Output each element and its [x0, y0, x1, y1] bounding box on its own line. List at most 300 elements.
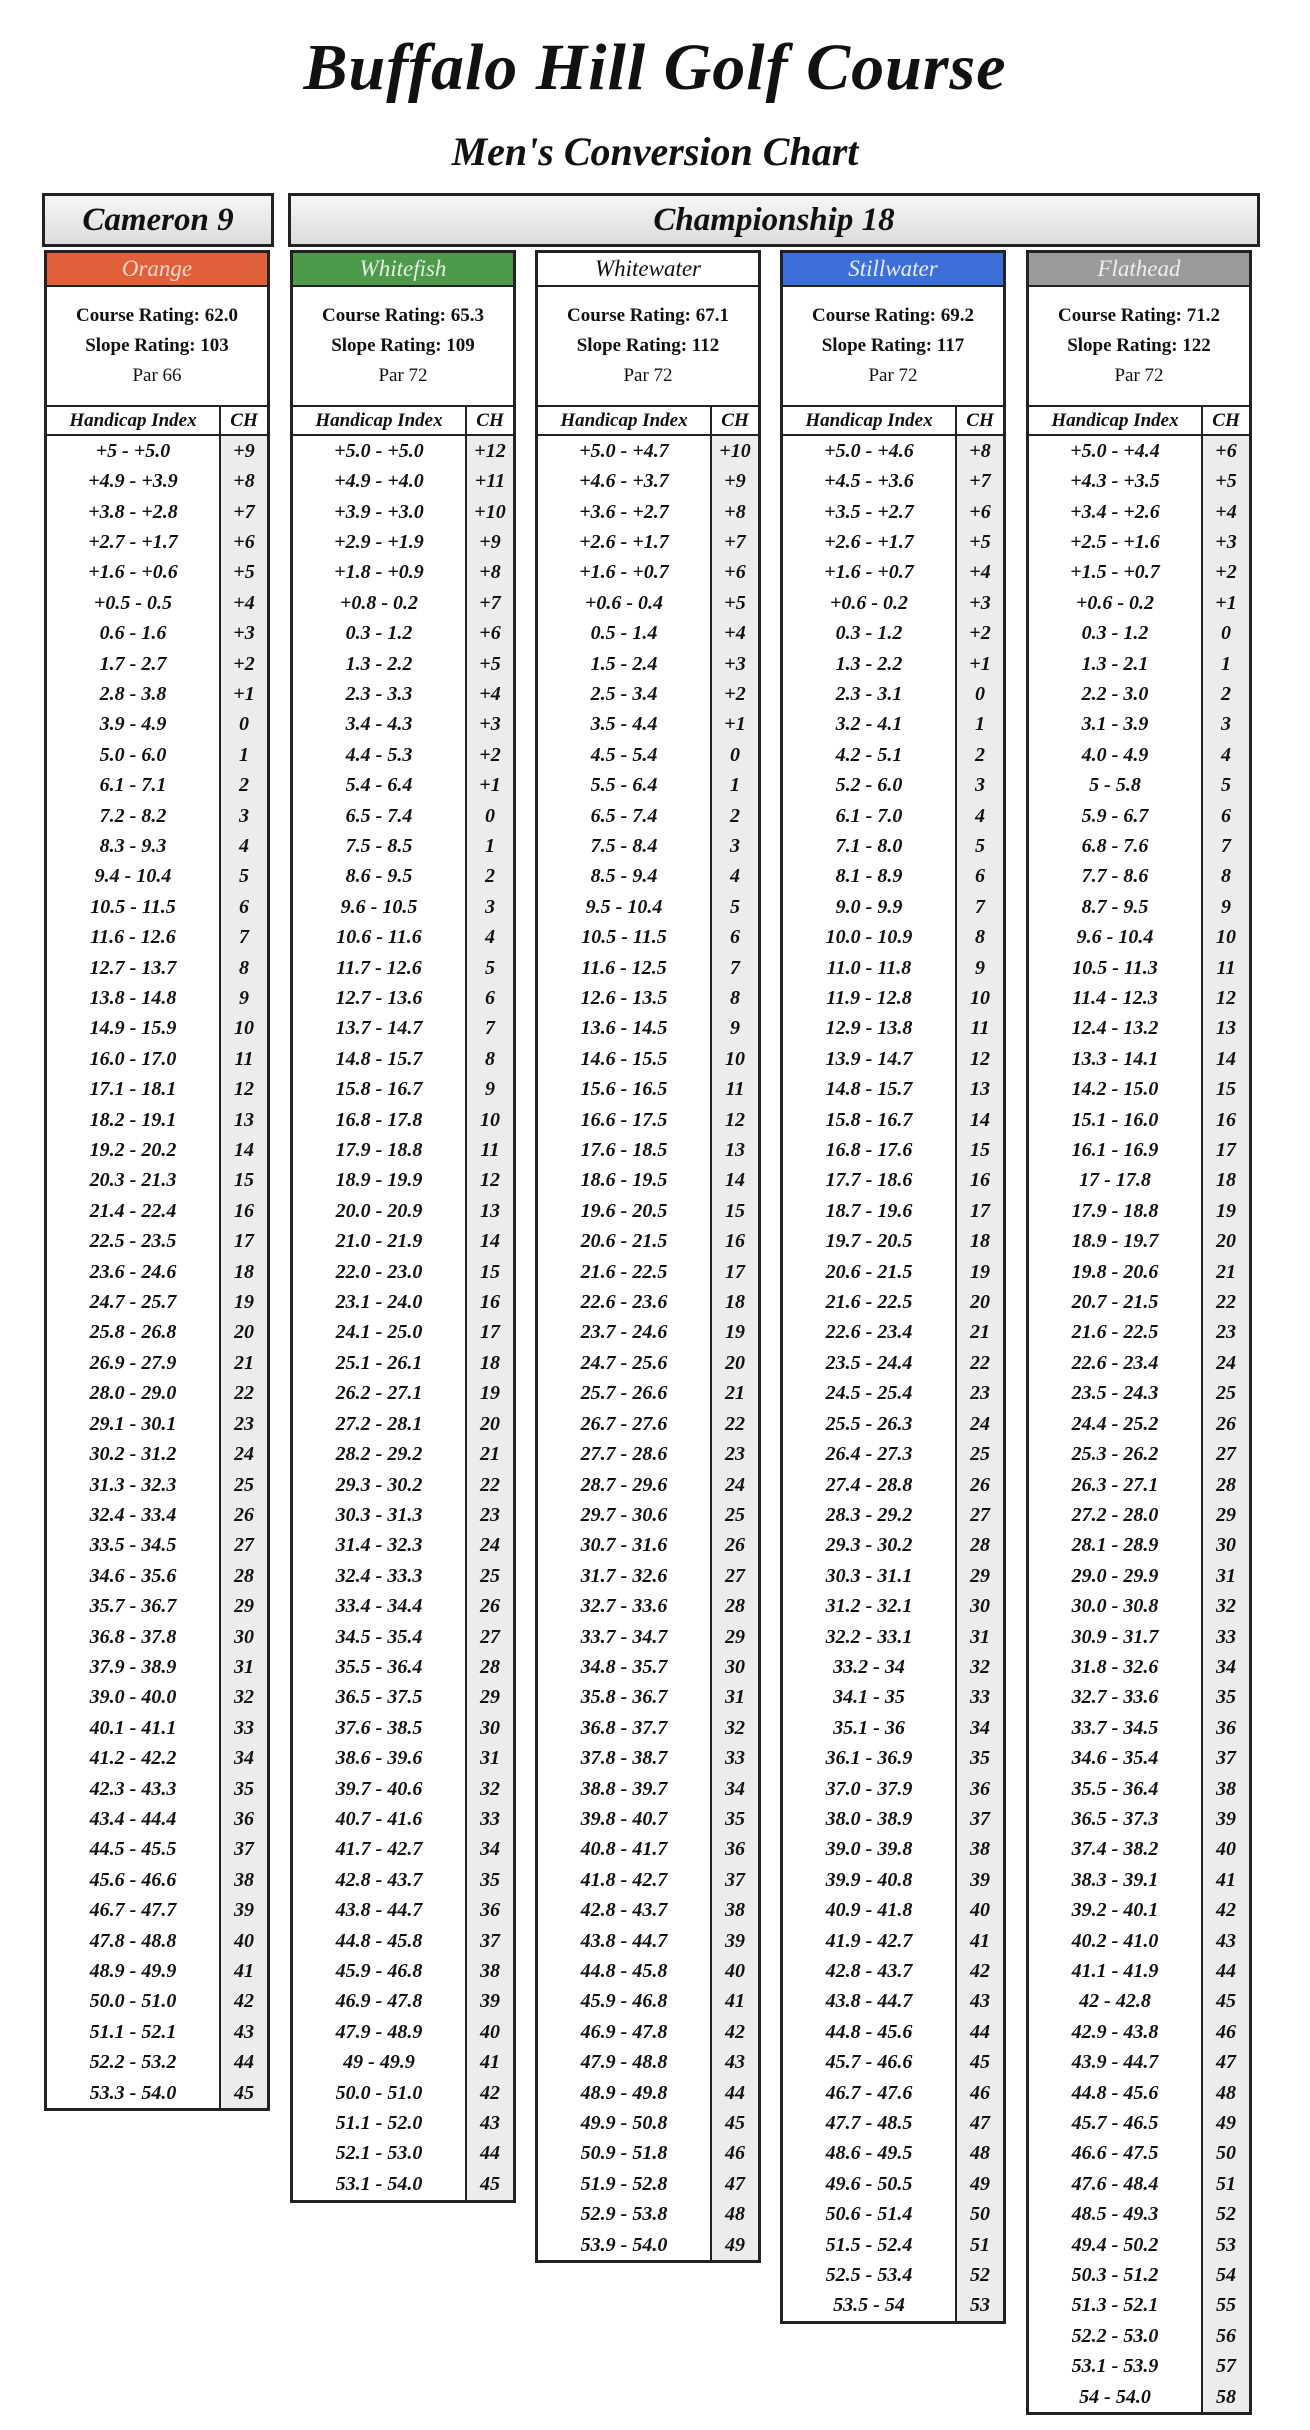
table-row	[1029, 1500, 1249, 1530]
handicap-index-range: 6.8 - 7.6	[1081, 834, 1149, 857]
table-row	[293, 1014, 513, 1044]
course-handicap-value: 42	[219, 1987, 267, 2017]
table-row	[1029, 1075, 1249, 1105]
handicap-index-range: 34.6 - 35.4	[1071, 1747, 1159, 1770]
handicap-index-range: 41.2 - 42.2	[89, 1747, 177, 1770]
table-row	[1029, 2230, 1249, 2260]
handicap-index-range: 53.1 - 53.9	[1071, 2355, 1159, 2378]
handicap-index-range: +2.6 - +1.7	[824, 530, 914, 553]
handicap-index-range: 43.8 - 44.7	[335, 1899, 423, 1922]
handicap-index-range: 37.8 - 38.7	[580, 1747, 668, 1770]
course-handicap-header: CH	[465, 407, 513, 434]
table-row	[47, 892, 267, 922]
table-row	[538, 1318, 758, 1348]
handicap-index-range: 3.5 - 4.4	[590, 713, 658, 736]
handicap-index-header: Handicap Index	[560, 409, 688, 431]
course-handicap-value: 37	[710, 1865, 758, 1895]
course-handicap-value: 11	[219, 1044, 267, 1074]
ratings-box	[293, 287, 513, 407]
course-handicap-value: 13	[955, 1075, 1003, 1105]
course-handicap-value: 29	[465, 1683, 513, 1713]
course-handicap-value: +1	[219, 679, 267, 709]
handicap-index-range: 38.6 - 39.6	[335, 1747, 423, 1770]
course-handicap-value: 22	[710, 1409, 758, 1439]
handicap-index-range: 39.7 - 40.6	[335, 1777, 423, 1800]
table-row	[783, 862, 1003, 892]
handicap-index-range: 10.5 - 11.5	[581, 926, 667, 949]
table-row	[293, 1835, 513, 1865]
handicap-index-range: 24.7 - 25.6	[580, 1351, 668, 1374]
handicap-index-range: 26.2 - 27.1	[335, 1382, 423, 1405]
handicap-index-range: 53.9 - 54.0	[580, 2233, 668, 2256]
table-row	[538, 1135, 758, 1165]
handicap-index-range: 35.1 - 36	[833, 1716, 905, 1739]
table-row	[1029, 679, 1249, 709]
handicap-index-range: 51.1 - 52.0	[335, 2112, 423, 2135]
handicap-index-range: 3.9 - 4.9	[99, 713, 167, 736]
course-handicap-value: 27	[710, 1561, 758, 1591]
course-handicap-value: 7	[1201, 831, 1249, 861]
handicap-index-range: 25.7 - 26.6	[580, 1382, 668, 1405]
handicap-index-range: 11.9 - 12.8	[826, 987, 912, 1010]
course-handicap-value: 14	[710, 1166, 758, 1196]
handicap-index-range: 15.1 - 16.0	[1071, 1108, 1159, 1131]
handicap-index-range: 30.3 - 31.1	[825, 1564, 913, 1587]
course-handicap-value: 49	[710, 2230, 758, 2260]
course-handicap-value: +9	[219, 436, 267, 466]
table-row	[293, 983, 513, 1013]
table-row	[293, 953, 513, 983]
table-row	[783, 1318, 1003, 1348]
course-handicap-value: 34	[955, 1713, 1003, 1743]
handicap-index-range: 53.5 - 54	[833, 2294, 905, 2317]
table-row	[293, 1257, 513, 1287]
course-handicap-value: 11	[710, 1075, 758, 1105]
handicap-index-range: 11.6 - 12.6	[90, 926, 176, 949]
handicap-index-range: 5.5 - 6.4	[590, 774, 658, 797]
course-handicap-value: +8	[955, 436, 1003, 466]
handicap-index-range: 20.3 - 21.3	[89, 1169, 177, 1192]
table-row	[293, 1075, 513, 1105]
table-row	[1029, 1591, 1249, 1621]
table-row	[538, 892, 758, 922]
table-row	[1029, 1987, 1249, 2017]
course-handicap-value: 2	[710, 801, 758, 831]
table-row	[1029, 588, 1249, 618]
table-row	[538, 1196, 758, 1226]
course-handicap-value: 44	[1201, 1956, 1249, 1986]
course-handicap-value: 5	[955, 831, 1003, 861]
handicap-index-range: 42.8 - 43.7	[580, 1899, 668, 1922]
table-row	[293, 1135, 513, 1165]
handicap-index-range: 14.9 - 15.9	[89, 1017, 177, 1040]
course-handicap-value: +1	[1201, 588, 1249, 618]
handicap-index-range: +0.8 - 0.2	[339, 591, 419, 614]
table-row	[538, 923, 758, 953]
course-handicap-value: 44	[955, 2017, 1003, 2047]
course-handicap-value: 36	[955, 1774, 1003, 1804]
course-handicap-value: 56	[1201, 2321, 1249, 2351]
handicap-index-range: 5.0 - 6.0	[99, 743, 167, 766]
course-handicap-value: 6	[955, 862, 1003, 892]
handicap-index-range: 24.7 - 25.7	[89, 1291, 177, 1314]
course-handicap-value: 33	[219, 1713, 267, 1743]
handicap-index-range: +0.6 - 0.2	[1075, 591, 1155, 614]
handicap-index-range: 32.7 - 33.6	[580, 1595, 668, 1618]
handicap-index-range: 33.5 - 34.5	[89, 1534, 177, 1557]
course-handicap-value: 0	[465, 801, 513, 831]
handicap-index-range: 37.0 - 37.9	[825, 1777, 913, 1800]
table-row	[783, 1591, 1003, 1621]
course-handicap-value: 7	[219, 923, 267, 953]
handicap-index-range: 4.5 - 5.4	[590, 743, 658, 766]
course-handicap-value: 26	[955, 1470, 1003, 1500]
table-row	[538, 1227, 758, 1257]
handicap-index-range: 34.5 - 35.4	[335, 1625, 423, 1648]
table-row	[1029, 1318, 1249, 1348]
handicap-index-range: 49.9 - 50.8	[580, 2112, 668, 2135]
handicap-index-range: 25.8 - 26.8	[89, 1321, 177, 1344]
course-handicap-value: 1	[710, 770, 758, 800]
handicap-index-range: 29.0 - 29.9	[1071, 1564, 1159, 1587]
table-row	[47, 1956, 267, 1986]
table-row	[47, 1622, 267, 1652]
course-handicap-value: 14	[219, 1135, 267, 1165]
tee-column-whitefish	[290, 250, 516, 2203]
course-handicap-value: +3	[465, 710, 513, 740]
table-row	[783, 2230, 1003, 2260]
course-handicap-value: 39	[1201, 1804, 1249, 1834]
table-row	[538, 1379, 758, 1409]
table-row	[538, 770, 758, 800]
handicap-index-range: +5 - +5.0	[95, 439, 171, 462]
course-handicap-value: 23	[1201, 1318, 1249, 1348]
course-handicap-value: 21	[710, 1379, 758, 1409]
handicap-index-range: 42.8 - 43.7	[335, 1868, 423, 1891]
table-row	[293, 1987, 513, 2017]
table-row	[47, 953, 267, 983]
course-handicap-value: 14	[955, 1105, 1003, 1135]
course-handicap-value: 14	[1201, 1044, 1249, 1074]
handicap-index-range: 11.4 - 12.3	[1072, 987, 1158, 1010]
handicap-index-range: 23.5 - 24.3	[1071, 1382, 1159, 1405]
handicap-index-range: 18.7 - 19.6	[825, 1199, 913, 1222]
table-row	[293, 1652, 513, 1682]
course-handicap-value: 35	[955, 1743, 1003, 1773]
handicap-index-range: 21.0 - 21.9	[335, 1230, 423, 1253]
course-handicap-value: 31	[465, 1743, 513, 1773]
course-handicap-value: +5	[710, 588, 758, 618]
handicap-index-range: 8.6 - 9.5	[345, 865, 413, 888]
table-row	[47, 1926, 267, 1956]
course-handicap-value: 10	[219, 1014, 267, 1044]
table-row	[47, 862, 267, 892]
handicap-index-range: 49.4 - 50.2	[1071, 2233, 1159, 2256]
handicap-index-range: 50.9 - 51.8	[580, 2142, 668, 2165]
handicap-index-range: 30.2 - 31.2	[89, 1443, 177, 1466]
course-handicap-value: 6	[1201, 801, 1249, 831]
handicap-index-range: +3.5 - +2.7	[824, 500, 914, 523]
handicap-index-range: 15.8 - 16.7	[335, 1078, 423, 1101]
handicap-index-range: 3.4 - 4.3	[345, 713, 413, 736]
course-handicap-value: 27	[955, 1500, 1003, 1530]
handicap-index-range: 26.9 - 27.9	[89, 1351, 177, 1374]
course-handicap-value: 52	[1201, 2200, 1249, 2230]
tee-column-stillwater	[780, 250, 1006, 2324]
course-handicap-value: 8	[955, 923, 1003, 953]
handicap-index-range: 25.3 - 26.2	[1071, 1443, 1159, 1466]
handicap-index-range: 11.6 - 12.5	[581, 956, 667, 979]
course-handicap-value: +6	[1201, 436, 1249, 466]
handicap-index-range: 3.2 - 4.1	[835, 713, 903, 736]
course-handicap-header: CH	[1201, 407, 1249, 434]
course-handicap-value: 28	[955, 1531, 1003, 1561]
course-handicap-value: 47	[955, 2108, 1003, 2138]
table-row	[1029, 558, 1249, 588]
course-handicap-value: 43	[955, 1987, 1003, 2017]
handicap-index-range: 44.8 - 45.6	[825, 2020, 913, 2043]
course-handicap-value: +6	[710, 558, 758, 588]
table-row	[538, 2017, 758, 2047]
ratings-box	[1029, 287, 1249, 407]
course-handicap-value: 22	[955, 1348, 1003, 1378]
table-row	[47, 2048, 267, 2078]
course-handicap-value: 49	[955, 2169, 1003, 2199]
handicap-index-range: 38.0 - 38.9	[825, 1807, 913, 1830]
table-row	[1029, 2017, 1249, 2047]
course-handicap-value: 24	[219, 1439, 267, 1469]
table-row	[293, 1865, 513, 1895]
course-handicap-value: 12	[219, 1075, 267, 1105]
course-handicap-value: 1	[219, 740, 267, 770]
table-row	[1029, 1652, 1249, 1682]
course-handicap-value: 41	[710, 1987, 758, 2017]
ratings-box	[538, 287, 758, 407]
table-row	[293, 1591, 513, 1621]
handicap-index-range: 30.9 - 31.7	[1071, 1625, 1159, 1648]
table-row	[1029, 831, 1249, 861]
handicap-index-range: 14.6 - 15.5	[580, 1047, 668, 1070]
course-rating: Course Rating: 62.0	[75, 305, 239, 326]
table-row	[538, 1774, 758, 1804]
course-handicap-value: 18	[219, 1257, 267, 1287]
course-handicap-value: 17	[710, 1257, 758, 1287]
handicap-index-range: 8.7 - 9.5	[1081, 895, 1149, 918]
table-row	[47, 1196, 267, 1226]
handicap-index-range: 43.8 - 44.7	[825, 1990, 913, 2013]
table-row	[783, 1105, 1003, 1135]
table-row	[1029, 1287, 1249, 1317]
course-handicap-value: 18	[710, 1287, 758, 1317]
handicap-index-range: 10.5 - 11.3	[1072, 956, 1158, 979]
course-handicap-value: 48	[1201, 2078, 1249, 2108]
handicap-index-range: 2.3 - 3.1	[835, 682, 903, 705]
table-row	[538, 1500, 758, 1530]
table-row	[47, 1804, 267, 1834]
course-handicap-value: 18	[1201, 1166, 1249, 1196]
course-handicap-value: 46	[1201, 2017, 1249, 2047]
table-row	[538, 1804, 758, 1834]
handicap-index-range: 51.5 - 52.4	[825, 2233, 913, 2256]
handicap-index-range: 44.8 - 45.8	[335, 1929, 423, 1952]
course-handicap-value: 26	[219, 1500, 267, 1530]
course-handicap-value: 3	[1201, 710, 1249, 740]
table-row	[47, 1044, 267, 1074]
table-row	[293, 1743, 513, 1773]
handicap-index-range: 27.7 - 28.6	[580, 1443, 668, 1466]
table-row	[1029, 770, 1249, 800]
table-row	[783, 1896, 1003, 1926]
course-handicap-value: 35	[1201, 1683, 1249, 1713]
handicap-index-range: 9.6 - 10.4	[1076, 926, 1154, 949]
table-row	[538, 1926, 758, 1956]
table-row	[783, 2139, 1003, 2169]
handicap-index-range: 47.9 - 48.8	[580, 2051, 668, 2074]
course-handicap-value: 18	[465, 1348, 513, 1378]
handicap-index-range: 20.6 - 21.5	[825, 1260, 913, 1283]
table-row	[293, 1774, 513, 1804]
slope-rating: Slope Rating: 103	[85, 335, 229, 356]
table-row	[1029, 649, 1249, 679]
course-handicap-value: 27	[1201, 1439, 1249, 1469]
course-handicap-value: 16	[465, 1287, 513, 1317]
course-handicap-value: 43	[465, 2108, 513, 2138]
course-handicap-value: +8	[710, 497, 758, 527]
table-row	[783, 1227, 1003, 1257]
course-handicap-value: +5	[465, 649, 513, 679]
course-handicap-value: +2	[219, 649, 267, 679]
handicap-index-range: +1.6 - +0.6	[88, 561, 178, 584]
table-row	[783, 1348, 1003, 1378]
handicap-index-range: +5.0 - +4.6	[824, 439, 914, 462]
handicap-index-range: 13.7 - 14.7	[335, 1017, 423, 1040]
table-row	[293, 1105, 513, 1135]
page-title: Buffalo Hill Golf Course	[303, 31, 1007, 104]
course-handicap-value: 9	[1201, 892, 1249, 922]
course-handicap-value: +4	[1201, 497, 1249, 527]
table-row	[783, 497, 1003, 527]
table-row	[47, 1227, 267, 1257]
handicap-index-range: 2.5 - 3.4	[590, 682, 658, 705]
course-handicap-value: 2	[219, 770, 267, 800]
course-handicap-value: 45	[710, 2108, 758, 2138]
table-row	[783, 1622, 1003, 1652]
table-row	[538, 1561, 758, 1591]
handicap-index-range: 51.3 - 52.1	[1071, 2294, 1159, 2317]
handicap-index-range: 46.7 - 47.6	[825, 2081, 913, 2104]
course-handicap-value: 7	[955, 892, 1003, 922]
handicap-index-range: 24.4 - 25.2	[1071, 1412, 1159, 1435]
handicap-index-range: 12.7 - 13.6	[335, 987, 423, 1010]
handicap-index-range: 52.2 - 53.2	[89, 2051, 177, 2074]
handicap-index-range: 28.7 - 29.6	[580, 1473, 668, 1496]
handicap-index-range: 21.6 - 22.5	[1071, 1321, 1159, 1344]
slope-rating: Slope Rating: 112	[576, 335, 720, 356]
course-handicap-value: 20	[710, 1348, 758, 1378]
course-handicap-value: 25	[1201, 1379, 1249, 1409]
course-handicap-value: 19	[219, 1287, 267, 1317]
handicap-index-range: 14.2 - 15.0	[1071, 1078, 1159, 1101]
handicap-index-range: 7.2 - 8.2	[99, 804, 167, 827]
handicap-index-range: 36.5 - 37.5	[335, 1686, 423, 1709]
handicap-index-range: 31.7 - 32.6	[580, 1564, 668, 1587]
course-handicap-value: 12	[955, 1044, 1003, 1074]
course-handicap-value: 0	[1201, 618, 1249, 648]
table-row	[293, 1348, 513, 1378]
course-handicap-value: 4	[465, 923, 513, 953]
handicap-index-range: 20.7 - 21.5	[1071, 1291, 1159, 1314]
table-row	[1029, 1409, 1249, 1439]
handicap-index-range: 32.7 - 33.6	[1071, 1686, 1159, 1709]
handicap-index-range: 30.0 - 30.8	[1071, 1595, 1159, 1618]
handicap-index-range: 9.0 - 9.9	[835, 895, 903, 918]
course-handicap-value: 32	[1201, 1591, 1249, 1621]
course-handicap-value: 44	[219, 2048, 267, 2078]
course-handicap-value: 38	[955, 1835, 1003, 1865]
table-row	[47, 710, 267, 740]
course-handicap-value: 8	[219, 953, 267, 983]
table-row	[783, 1135, 1003, 1165]
table-row	[538, 2169, 758, 2199]
course-handicap-value: 53	[1201, 2230, 1249, 2260]
course-handicap-value: 27	[219, 1531, 267, 1561]
table-row	[47, 1652, 267, 1682]
table-row	[783, 1561, 1003, 1591]
table-row	[783, 588, 1003, 618]
handicap-index-range: 20.0 - 20.9	[335, 1199, 423, 1222]
table-row	[293, 2139, 513, 2169]
handicap-index-range: 36.5 - 37.3	[1071, 1807, 1159, 1830]
course-handicap-value: 7	[710, 953, 758, 983]
course-handicap-value: 2	[1201, 679, 1249, 709]
handicap-index-range: 12.9 - 13.8	[825, 1017, 913, 1040]
table-row	[293, 1287, 513, 1317]
table-row	[1029, 2169, 1249, 2199]
handicap-index-range: 1.3 - 2.2	[345, 652, 413, 675]
course-handicap-value: 32	[710, 1713, 758, 1743]
handicap-index-range: 13.9 - 14.7	[825, 1047, 913, 1070]
table-row	[47, 1683, 267, 1713]
handicap-index-range: 49.6 - 50.5	[825, 2172, 913, 2195]
table-header	[293, 407, 513, 436]
course-handicap-value: 9	[465, 1075, 513, 1105]
course-handicap-value: 34	[219, 1743, 267, 1773]
handicap-index-range: +4.9 - +4.0	[334, 470, 424, 493]
table-row	[538, 436, 758, 466]
course-handicap-value: 39	[219, 1896, 267, 1926]
course-handicap-value: 3	[710, 831, 758, 861]
course-handicap-value: 2	[465, 862, 513, 892]
handicap-index-range: 18.6 - 19.5	[580, 1169, 668, 1192]
table-row	[293, 618, 513, 648]
handicap-index-range: 48.9 - 49.8	[580, 2081, 668, 2104]
handicap-index-range: 28.1 - 28.9	[1071, 1534, 1159, 1557]
handicap-index-range: 49 - 49.9	[343, 2051, 415, 2074]
course-handicap-value: +10	[710, 436, 758, 466]
course-handicap-value: 45	[219, 2078, 267, 2108]
table-row	[293, 801, 513, 831]
table-row	[1029, 1835, 1249, 1865]
table-row	[783, 2260, 1003, 2290]
handicap-index-range: 45.7 - 46.5	[1071, 2112, 1159, 2135]
table-row	[783, 1865, 1003, 1895]
table-row	[783, 618, 1003, 648]
course-handicap-value: 1	[955, 710, 1003, 740]
handicap-index-range: 6.5 - 7.4	[590, 804, 658, 827]
course-handicap-value: 0	[955, 679, 1003, 709]
table-row	[538, 618, 758, 648]
course-handicap-value: 13	[465, 1196, 513, 1226]
